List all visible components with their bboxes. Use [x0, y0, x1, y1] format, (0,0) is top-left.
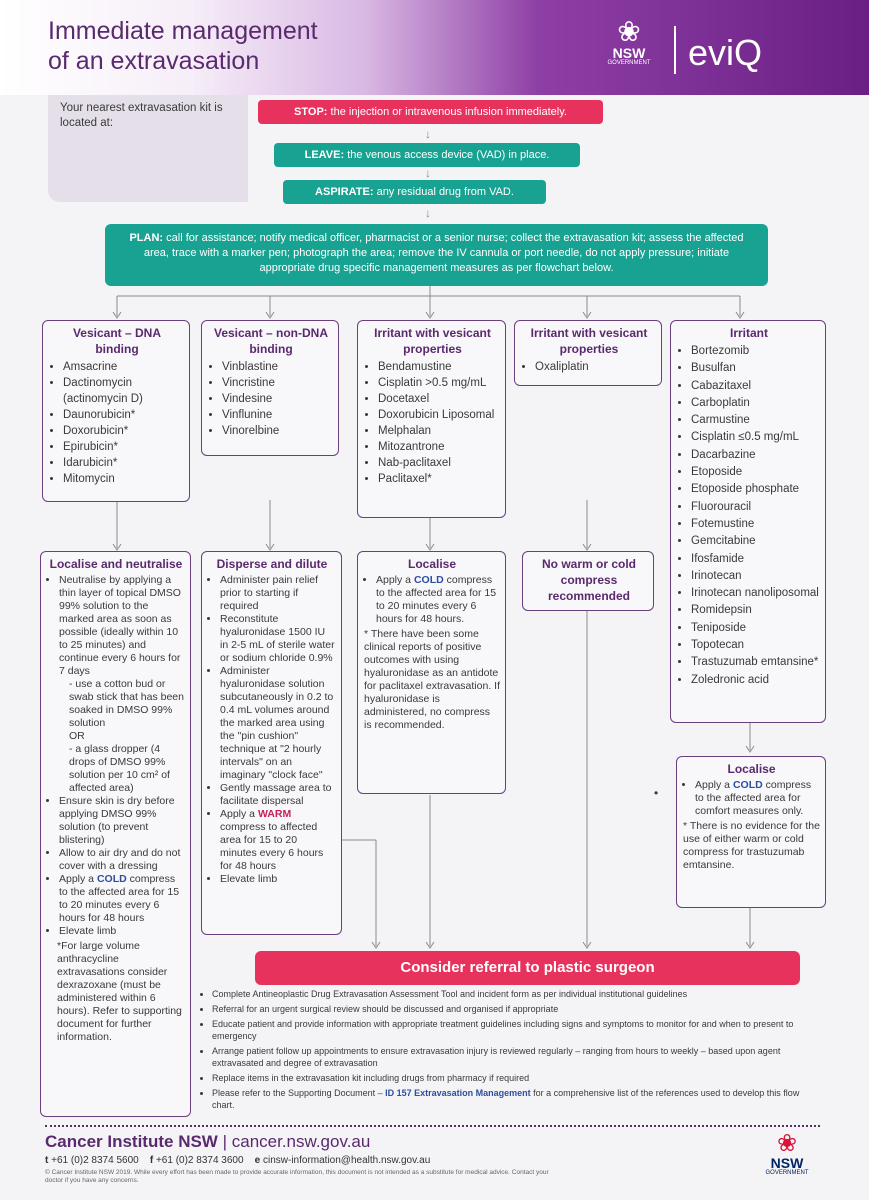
drug-item: • Bortezomib: [691, 343, 819, 360]
drug-item: • Etoposide: [691, 464, 819, 481]
management-localise-neutralise: Localise and neutralise • Neutralise by applying a thin layer of topical DMSO 99% solution to the marked area as soon as possible (ideally within 10 to 25 minutes) and continue every 6 hours for 7 days - use a cotton bud or swab stick that has been soaked in DMSO 99% solution OR - a glass dropper (4 drops of DMSO 99% solution per 10 cm² of affected area) • Ensure skin is dry before applying DMSO 99% solution (to prevent blistering) • Allow to air dry and do not cover with a dressing • Apply a COLD compress to the affected area for 15 to 20 minutes every 6 hours for 48 hours • Elevate limb *For large volume anthracycline extravasations consider dexrazoxane (must be administered within 6 hours). Refer to supporting document for further information.: [40, 551, 191, 1117]
drug-item: • Carboplatin: [691, 395, 819, 412]
nsw-government-logo: ❀ NSW GOVERNMENT: [600, 18, 658, 78]
drug-item: • Doxorubicin Liposomal: [378, 407, 499, 423]
note-item: • Referral for an urgent surgical review should be discussed and organised if appropriate: [212, 1003, 812, 1015]
waratah-icon: ❀: [617, 16, 641, 47]
drug-item: • Cabazitaxel: [691, 378, 819, 395]
footer-org: Cancer Institute NSW | cancer.nsw.gov.au: [45, 1132, 371, 1151]
arrow-down-icon: ↓: [425, 206, 431, 220]
drug-item: • Dactinomycin (actinomycin D): [63, 375, 183, 407]
management-no-compress: No warm or cold compress recommended: [522, 551, 654, 611]
note-item: • Replace items in the extravasation kit including drugs from pharmacy if required: [212, 1072, 812, 1084]
note-item: • Arrange patient follow up appointments to ensure extravasation injury is reviewed regularly – ranging from hours to weekly – based upon agent extravasated and degree of extravasation: [212, 1045, 812, 1069]
follow-up-notes: [200, 988, 812, 1114]
note-item: • Educate patient and provide information with appropriate treatment guidelines including signs and symptoms to monitor for and when to present to emergency: [212, 1018, 812, 1042]
drug-item: • Idarubicin*: [63, 455, 183, 471]
footer-contacts: t +61 (0)2 8374 5600 f +61 (0)2 8374 3600 e cinsw-information@health.nsw.gov.au: [45, 1155, 431, 1166]
drug-item: • Vinblastine: [222, 359, 332, 375]
arrow-down-icon: ↓: [425, 166, 431, 180]
referral-banner: Consider referral to plastic surgeon: [255, 951, 800, 985]
footer-divider: [45, 1125, 820, 1127]
drug-item: • Fluorouracil: [691, 499, 819, 516]
drug-item: • Etoposide phosphate: [691, 481, 819, 498]
management-disperse-dilute: Disperse and dilute • Administer pain relief prior to starting if required • Reconstitute hyaluronidase 1500 IU in 2-5 mL of sterile water or sodium chloride 0.9% • Administer hyaluronidase solution subcutaneously in 0.2 to 0.4 mL volumes around the marked area using the "pin cushion" technique at "2 hourly intervals" on an imaginary "clock face" • Gently massage area to facilitate dispersal • Apply a WARM compress to affected area for 15 to 20 minutes every 6 hours for 48 hours • Elevate limb: [201, 551, 342, 935]
drug-item: • Nab-paclitaxel: [378, 455, 499, 471]
drug-item: • Vinflunine: [222, 407, 332, 423]
drug-item: • Gemcitabine: [691, 533, 819, 550]
drug-item: • Topotecan: [691, 637, 819, 654]
drug-item: • Teniposide: [691, 620, 819, 637]
supporting-document-link[interactable]: ID 157 Extravasation Management: [385, 1088, 531, 1098]
note-item: • Please refer to the Supporting Document – ID 157 Extravasation Management for a comprehensive list of the references used to develop this flow chart.: [212, 1087, 812, 1111]
arrow-down-icon: ↓: [425, 127, 431, 141]
drug-item: • Irinotecan: [691, 568, 819, 585]
category-irritant-vesicant-2: Irritant with vesicant properties • Oxaliplatin: [514, 320, 662, 386]
drug-item: • Cisplatin >0.5 mg/mL: [378, 375, 499, 391]
drug-item: • Ifosfamide: [691, 551, 819, 568]
drug-item: • Vinorelbine: [222, 423, 332, 439]
branch-connectors: [0, 286, 869, 322]
drug-item: • Oxaliplatin: [535, 359, 655, 375]
category-irritant-vesicant-1: Irritant with vesicant properties • Bendamustine • Cisplatin >0.5 mg/mL • Docetaxel • Doxorubicin Liposomal • Melphalan • Mitozantrone • Nab-paclitaxel • Paclitaxel*: [357, 320, 506, 518]
kit-location-note: Your nearest extravasation kit is located at:: [48, 95, 248, 202]
category-vesicant-dna: Vesicant – DNA binding • Amsacrine • Dactinomycin (actinomycin D) • Daunorubicin* • Doxorubicin* • Epirubicin* • Idarubicin* • Mitomycin: [42, 320, 190, 502]
aspirate-step: ASPIRATE: any residual drug from VAD.: [283, 180, 546, 204]
stop-step: STOP: the injection or intravenous infusion immediately.: [258, 100, 603, 124]
page-title: Immediate management of an extravasation: [48, 17, 318, 75]
plan-step: PLAN: call for assistance; notify medical officer, pharmacist or a senior nurse; collect the extravasation kit; assess the affected area, trace with a marker pen; photograph the area; remove the IV cannula or port needle, do not apply pressure; initiate appropriate drug specific management measures as per flowchart below.: [105, 224, 768, 286]
drug-item: • Amsacrine: [63, 359, 183, 375]
website-link[interactable]: cancer.nsw.gov.au: [231, 1132, 371, 1151]
drug-item: • Dacarbazine: [691, 447, 819, 464]
drug-item: • Melphalan: [378, 423, 499, 439]
email-link[interactable]: cinsw-information@health.nsw.gov.au: [263, 1155, 431, 1166]
bullet-mark: •: [654, 786, 659, 800]
category-irritant: Irritant • Bortezomib • Busulfan • Cabazitaxel • Carboplatin • Carmustine • Cisplatin ≤0.5 mg/mL • Dacarbazine • Etoposide • Etoposide phosphate • Fluorouracil • Fotemustine • Gemcitabine • Ifosfamide • Irinotecan • Irinotecan nanoliposomal • Romidepsin • Teniposide • Topotecan • Trastuzumab emtansine* • Zoledronic acid: [670, 320, 826, 723]
drug-item: • Paclitaxel*: [378, 471, 499, 487]
eviq-logo: eviQ: [688, 32, 763, 73]
drug-item: • Romidepsin: [691, 602, 819, 619]
drug-item: • Busulfan: [691, 360, 819, 377]
management-localise: Localise • Apply a COLD compress to the affected area for 15 to 20 minutes every 6 hours for 48 hours. * There have been some clinical reports of positive outcomes with using hyaluronidase as an antidote for paclitaxel extravasation. If hyaluronidase is administered, no compress is recommended.: [357, 551, 506, 794]
leave-step: LEAVE: the venous access device (VAD) in place.: [274, 143, 580, 167]
drug-item: • Epirubicin*: [63, 439, 183, 455]
drug-item: • Mitomycin: [63, 471, 183, 487]
drug-item: • Cisplatin ≤0.5 mg/mL: [691, 429, 819, 446]
drug-item: • Vindesine: [222, 391, 332, 407]
drug-item: • Carmustine: [691, 412, 819, 429]
drug-item: • Daunorubicin*: [63, 407, 183, 423]
drug-item: • Vincristine: [222, 375, 332, 391]
drug-item: • Zoledronic acid: [691, 672, 819, 689]
drug-item: • Docetaxel: [378, 391, 499, 407]
category-vesicant-non-dna: Vesicant – non-DNA binding • Vinblastine • Vincristine • Vindesine • Vinflunine • Vinorelbine: [201, 320, 339, 456]
logo-divider: [674, 26, 676, 74]
drug-item: • Doxorubicin*: [63, 423, 183, 439]
waratah-icon: ❀: [776, 1130, 798, 1157]
drug-item: • Bendamustine: [378, 359, 499, 375]
management-localise-comfort: Localise • Apply a COLD compress to the affected area for comfort measures only. * There is no evidence for the use of either warm or cold compress for trastuzumab emtansine.: [676, 756, 826, 908]
drug-item: • Trastuzumab emtansine*: [691, 654, 819, 671]
drug-item: • Mitozantrone: [378, 439, 499, 455]
drug-item: • Fotemustine: [691, 516, 819, 533]
nsw-government-logo-footer: ❀ NSW GOVERNMENT: [757, 1132, 817, 1184]
drug-item: • Irinotecan nanoliposomal: [691, 585, 819, 602]
note-item: • Complete Antineoplastic Drug Extravasation Assessment Tool and incident form as per individual institutional guidelines: [212, 988, 812, 1000]
disclaimer: © Cancer Institute NSW 2019. While every effort has been made to provide accurate information, this document is not intended as a substitute for medical advice. Contact your doctor if you have any concerns.: [45, 1169, 549, 1184]
